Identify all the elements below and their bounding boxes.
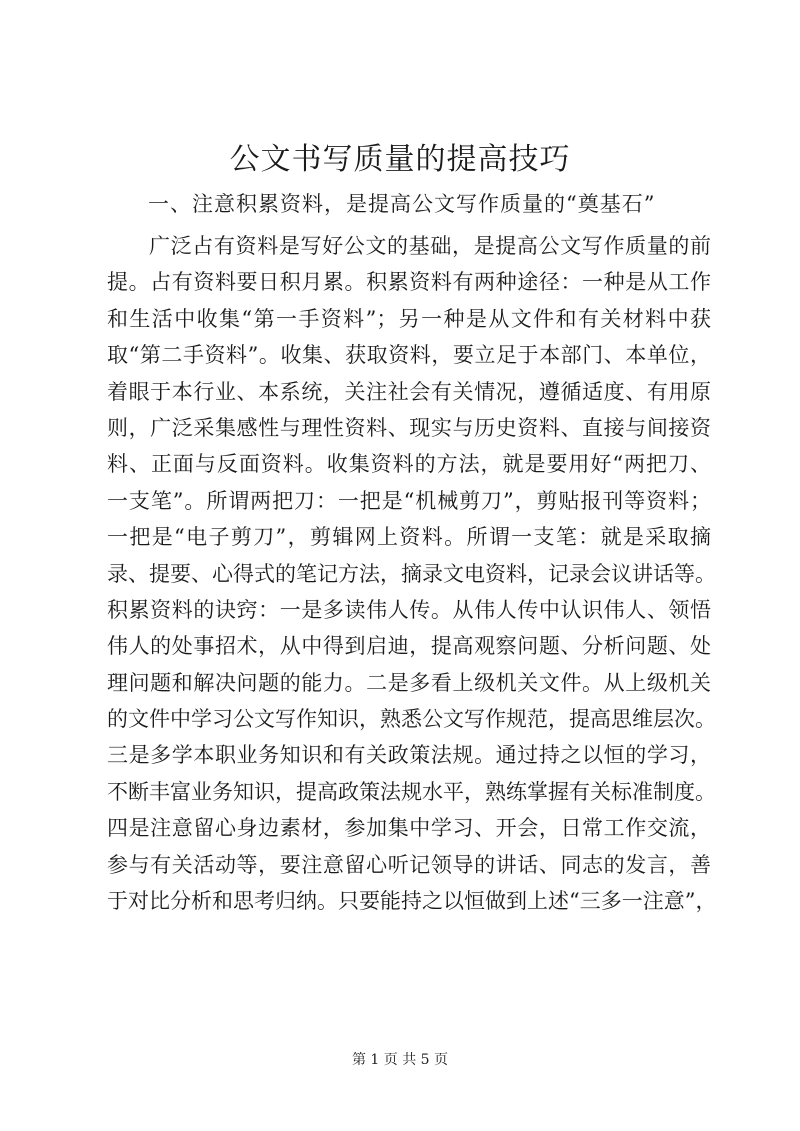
paragraph-line: 一把是“电子剪刀”，剪辑网上资料。所谓一支笔：就是采取摘: [107, 525, 711, 550]
paragraph-line: 于对比分析和思考归纳。只要能持之以恒做到上述“三多一注意”，: [107, 889, 717, 914]
paragraph-line: 和生活中收集“第一手资料”；另一种是从文件和有关材料中获: [107, 306, 711, 331]
paragraph-line: 料、正面与反面资料。收集资料的方法，就是要用好“两把刀、: [107, 452, 711, 477]
body-paragraph: [107, 228, 717, 919]
paragraph-line: 参与有关活动等，要注意留心听记领导的讲话、同志的发言，善: [107, 852, 711, 877]
section-heading: 一、注意积累资料，是提高公文写作质量的“奠基石”: [148, 192, 656, 216]
paragraph-line: 理问题和解决问题的能力。二是多看上级机关文件。从上级机关: [107, 670, 711, 695]
paragraph-line: 不断丰富业务知识，提高政策法规水平，熟练掌握有关标准制度。: [107, 779, 716, 804]
paragraph-line: 一支笔”。所谓两把刀：一把是“机械剪刀”，剪贴报刊等资料；: [107, 488, 711, 513]
paragraph-line: 的文件中学习公文写作知识，熟悉公文写作规范，提高思维层次。: [107, 707, 716, 732]
document-title: 公文书写质量的提高技巧: [229, 142, 571, 177]
paragraph-line: 取“第二手资料”。收集、获取资料，要立足于本部门、本单位，: [107, 343, 711, 368]
paragraph-line: 积累资料的诀窍：一是多读伟人传。从伟人传中认识伟人、领悟: [107, 597, 711, 622]
paragraph-line: 广泛占有资料是写好公文的基础，是提高公文写作质量的前: [149, 234, 711, 258]
page-number-footer: 第 1 页 共 5 页: [351, 1052, 449, 1068]
paragraph-line: 三是多学本职业务知识和有关政策法规。通过持之以恒的学习，: [107, 743, 711, 768]
paragraph-line: 四是注意留心身边素材，参加集中学习、开会，日常工作交流，: [107, 816, 711, 841]
paragraph-line: 着眼于本行业、本系统，关注社会有关情况，遵循适度、有用原: [107, 379, 711, 404]
paragraph-line: 录、提要、心得式的笔记方法，摘录文电资料，记录会议讲话等。: [107, 561, 716, 586]
paragraph-line: 则，广泛采集感性与理性资料、现实与历史资料、直接与间接资: [107, 415, 711, 440]
paragraph-line: 提。占有资料要日积月累。积累资料有两种途径：一种是从工作: [107, 270, 711, 295]
paragraph-line: 伟人的处事招术，从中得到启迪，提高观察问题、分析问题、处: [107, 634, 711, 659]
